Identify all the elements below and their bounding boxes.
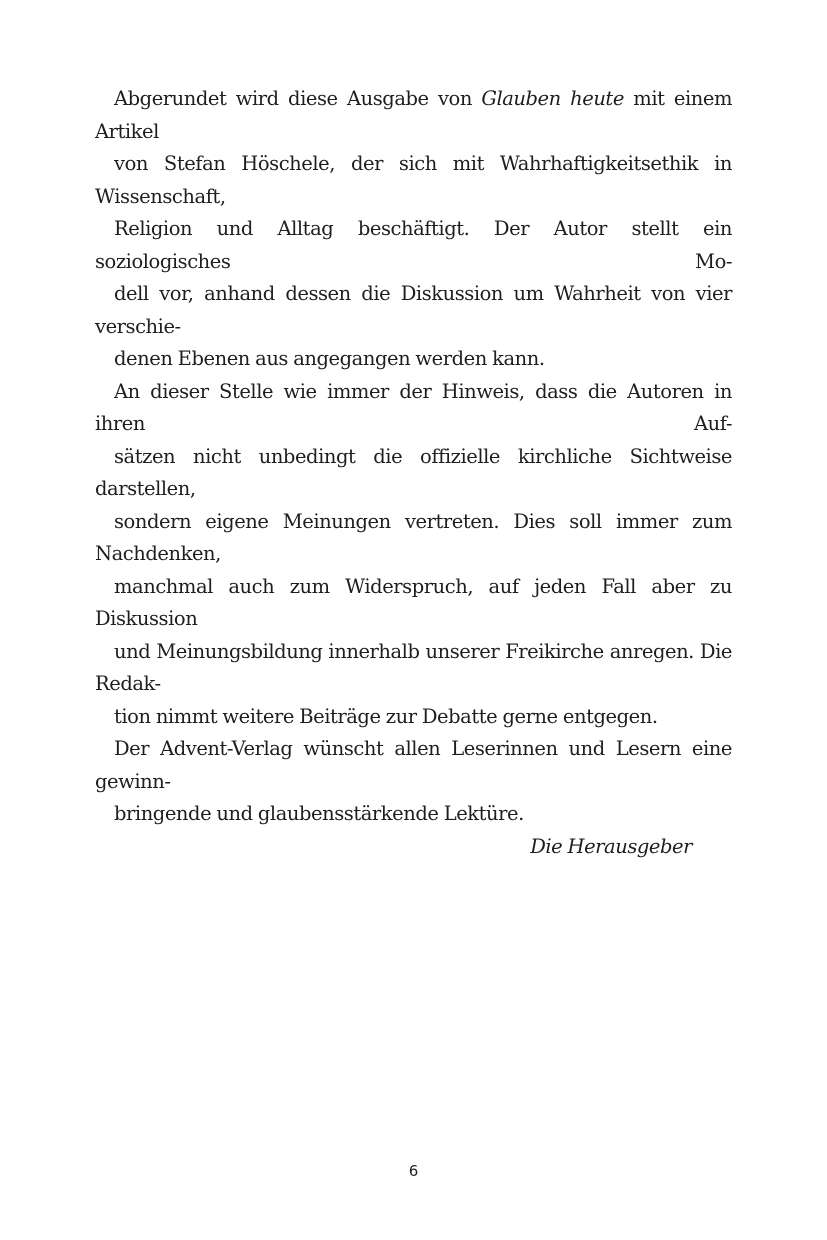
text-line: sondern eigene Meinungen vertreten. Dies soll immer zum Nachdenken, [95, 509, 732, 565]
text-line [95, 83, 732, 148]
text-line: denen Ebenen aus angegangen werden kann. [114, 347, 545, 370]
text-line: Der Advent-Verlag wünscht allen Leserinnen und Lesern eine gewinn- [95, 737, 732, 793]
text-line: tion nimmt weitere Beiträge zur Debatte gerne entgegen. [114, 704, 658, 728]
paragraph-2 [95, 376, 732, 734]
text-line: manchmal auch zum Widerspruch, auf jeden Fall aber zu Diskussion [95, 574, 732, 630]
text-line: und Meinungsbildung innerhalb unserer Freikirche anregen. Die Redak- [95, 639, 732, 695]
text-line: sätzen nicht unbedingt die offizielle kirchliche Sichtweise darstellen, [95, 444, 732, 500]
text-line: dell vor, anhand dessen die Diskussion um Wahrheit von vier verschie- [95, 282, 732, 338]
signature: Die Herausgeber [530, 834, 692, 858]
text-run: mit einem Artikel [95, 87, 732, 143]
text-line: von Stefan Höschele, der sich mit Wahrhaftigkeitsethik in Wissenschaft, [95, 152, 732, 208]
body-text [95, 83, 732, 863]
text-line: bringende und glaubensstärkende Lektüre. [114, 802, 524, 825]
text-run: Abgerundet wird diese Ausgabe von [114, 87, 482, 110]
publication-title: Glauben heute [481, 87, 624, 110]
paragraph-1 [95, 83, 732, 376]
page-number: 6 [408, 1162, 419, 1180]
text-line: Religion und Alltag beschäftigt. Der Autor stellt ein soziologisches Mo- [95, 217, 732, 273]
paragraph-3 [95, 733, 732, 831]
text-line: An dieser Stelle wie immer der Hinweis, dass die Autoren in ihren Auf- [95, 379, 732, 435]
